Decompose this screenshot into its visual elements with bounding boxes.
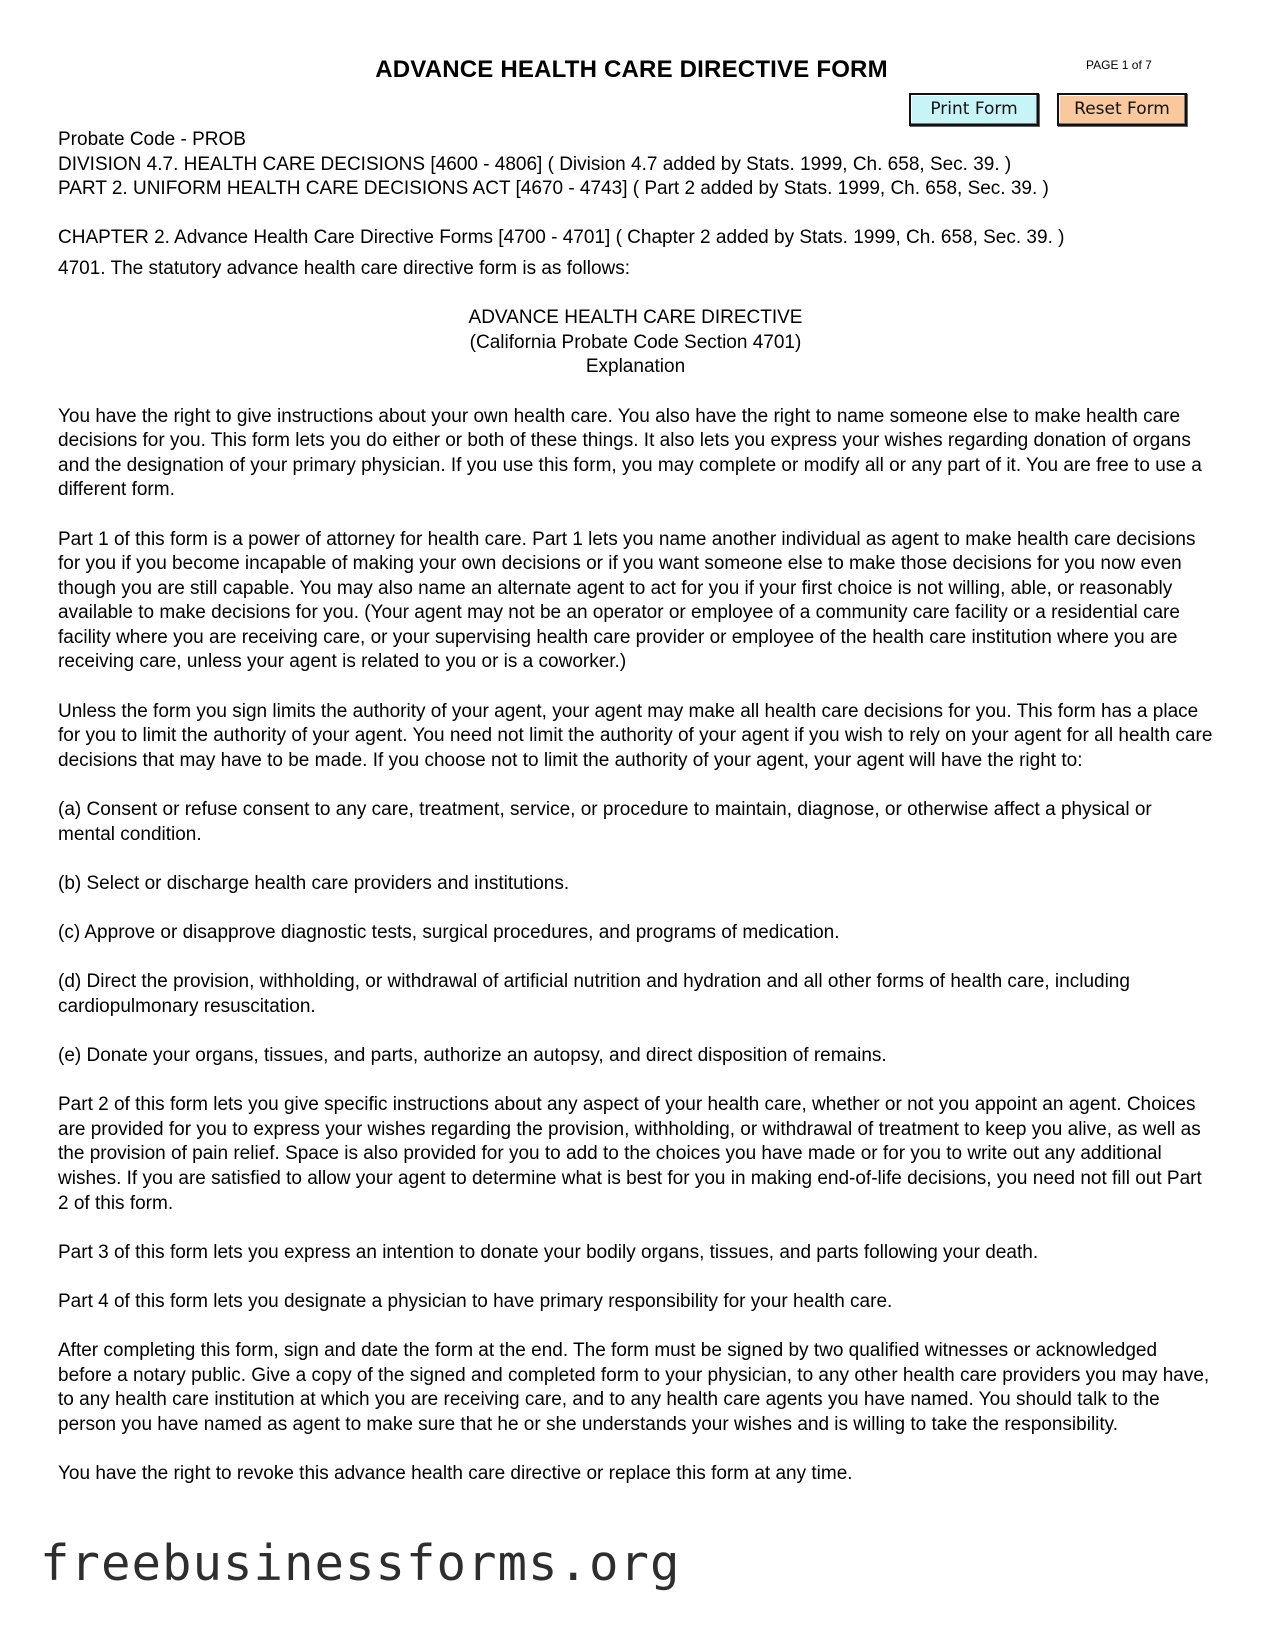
- section-line: 4701. The statutory advance health care directive form is as follows:: [58, 257, 631, 279]
- part-line: PART 2. UNIFORM HEALTH CARE DECISIONS ACT [4670 - 4743] ( Part 2 added by Stats. 1999, Ch. 658, Sec. 39. ): [58, 178, 1049, 200]
- list-item-a: (a) Consent or refuse consent to any care, treatment, service, or procedure to maintain, diagnose, or otherwise affect a physical or mental condition.: [58, 799, 1152, 845]
- page-number: PAGE 1 of 7: [1086, 58, 1152, 72]
- print-form-button[interactable]: Print Form: [909, 93, 1039, 126]
- form-body: [58, 128, 1213, 1487]
- directive-heading-block: [58, 306, 1213, 380]
- list-item-d: (d) Direct the provision, withholding, or withdrawal of artificial nutrition and hydration and all other forms of health care, including cardiopulmonary resuscitation.: [58, 971, 1130, 1017]
- probate-code-line: Probate Code - PROB: [58, 129, 246, 150]
- watermark: freebusinessforms.org: [40, 1535, 681, 1592]
- paragraph-intro: You have the right to give instructions about your own health care. You also have the right to name someone else to make health care decisions for you. This form lets you do either or both of these things. It also lets you express your wishes regarding donation of organs and the designation of your primary physician. If you use this form, you may complete or modify all or any part of it. You are free to use a different form.: [58, 405, 1202, 501]
- paragraph-part4: Part 4 of this form lets you designate a physician to have primary responsibility for your health care.: [58, 1290, 893, 1312]
- list-item-c: (c) Approve or disapprove diagnostic tests, surgical procedures, and programs of medication.: [58, 922, 840, 943]
- reset-form-button[interactable]: Reset Form: [1057, 93, 1187, 126]
- paragraph-part2: Part 2 of this form lets you give specific instructions about any aspect of your health care, whether or not you appoint an agent. Choices are provided for you to express your wishes regarding the provision, withholding, or withdrawal of treatment to keep you alive, as well as the provision of pain relief. Space is also provided for you to add to the choices you have made or for you to write out any additional wishes. If you are satisfied to allow your agent to determine what is best for you in making end-of-life decisions, you need not fill out Part 2 of this form.: [58, 1094, 1202, 1214]
- chapter-line: CHAPTER 2. Advance Health Care Directive Forms [4700 - 4701] ( Chapter 2 added by Stats. 1999, Ch. 658, Sec. 39. ): [58, 227, 1065, 249]
- directive-subtitle: (California Probate Code Section 4701): [469, 331, 802, 353]
- directive-title: ADVANCE HEALTH CARE DIRECTIVE: [468, 307, 803, 329]
- paragraph-completion: After completing this form, sign and date the form at the end. The form must be signed by two qualified witnesses or acknowledged before a notary public. Give a copy of the signed and completed form to your physician, to any other health care providers you may have, to any health care institution at which you are receiving care, and to any health care agents you have named. You should talk to the person you have named as agent to make sure that he or she understands your wishes and is willing to take the responsibility.: [58, 1340, 1210, 1435]
- paragraph-part1: Part 1 of this form is a power of attorney for health care. Part 1 lets you name another individual as agent to make health care decisions for you if you become incapable of making your own decisions or if you want someone else to make those decisions for you now even though you are still capable. You may also name an alternate agent to act for you if your first choice is not willing, able, or reasonably available to make decisions for you. (Your agent may not be an operator or employee of a community care facility or a residential care facility where you are receiving care, or your supervising health care provider or employee of the health care institution where you are receiving care, unless your agent is related to you or is a coworker.): [58, 528, 1196, 673]
- list-item-e: (e) Donate your organs, tissues, and parts, authorize an autopsy, and direct disposition of remains.: [58, 1044, 887, 1066]
- list-item-b: (b) Select or discharge health care providers and institutions.: [58, 872, 570, 894]
- paragraph-revoke: You have the right to revoke this advance health care directive or replace this form at any time.: [58, 1463, 853, 1485]
- paragraph-part3: Part 3 of this form lets you express an intention to donate your bodily organs, tissues, and parts following your death.: [58, 1241, 1039, 1263]
- division-line: DIVISION 4.7. HEALTH CARE DECISIONS [4600 - 4806] ( Division 4.7 added by Stats. 1999, Ch. 658, Sec. 39. ): [58, 153, 1012, 175]
- explanation-heading: Explanation: [585, 356, 686, 378]
- paragraph-agent-authority: Unless the form you sign limits the authority of your agent, your agent may make all health care decisions for you. This form has a place for you to limit the authority of your agent. You need not limit the authority of your agent if you wish to rely on your agent for all health care decisions that may have to be made. If you choose not to limit the authority of your agent, your agent will have the right to:: [58, 700, 1213, 771]
- form-title: ADVANCE HEALTH CARE DIRECTIVE FORM: [375, 56, 888, 83]
